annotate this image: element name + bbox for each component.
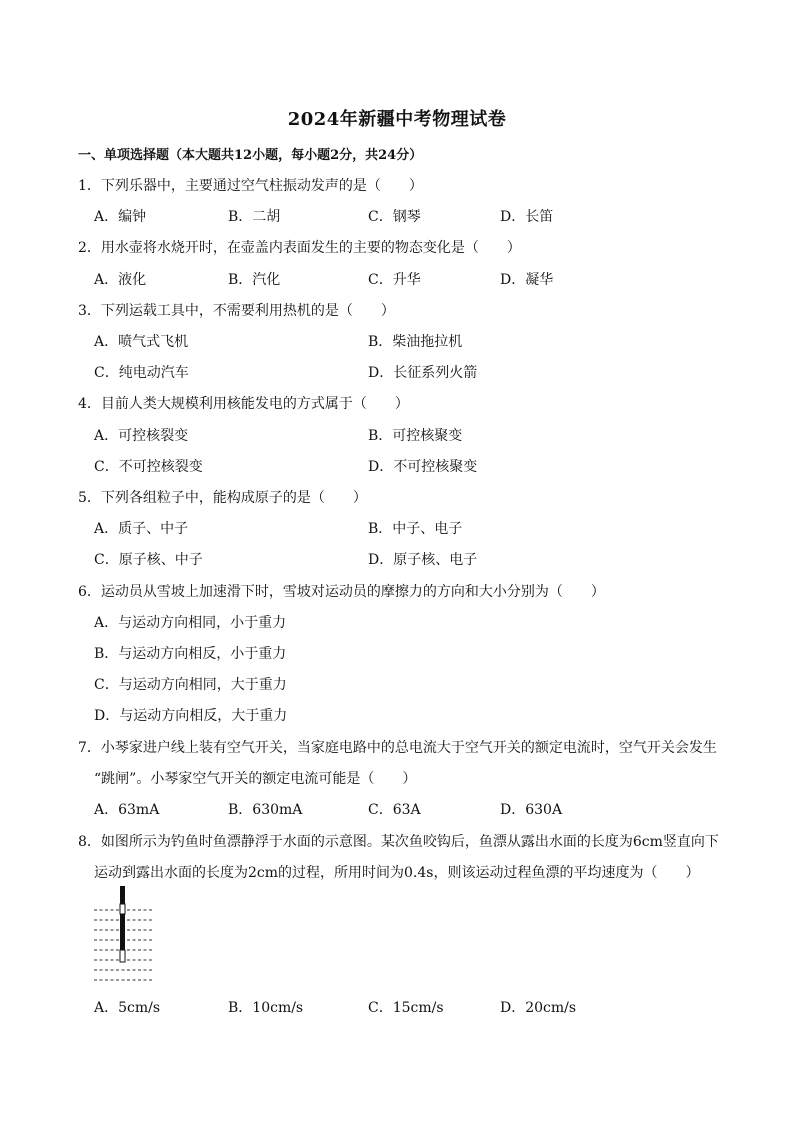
q5-option-d: D．原子核、电子 xyxy=(368,552,478,568)
question-6-stem: 6．运动员从雪坡上加速滑下时，雪坡对运动员的摩擦力的方向和大小分别为（ ） xyxy=(78,584,605,600)
q4-option-b: B．可控核聚变 xyxy=(368,428,463,444)
q2-option-d: D．凝华 xyxy=(500,272,554,288)
q4-option-a: A．可控核裂变 xyxy=(94,428,189,444)
q8-option-a: A．5cm/s xyxy=(94,1000,161,1016)
q1-option-a: A．编钟 xyxy=(94,209,147,225)
q4-option-c: C．不可控核裂变 xyxy=(94,459,203,475)
q2-option-b: B．汽化 xyxy=(228,272,281,288)
q7-option-b: B．630mA xyxy=(228,802,303,818)
q4-option-d: D．不可控核聚变 xyxy=(368,459,478,475)
q8-option-c: C．15cm/s xyxy=(368,1000,444,1016)
q1-option-b: B．二胡 xyxy=(228,209,281,225)
q5-option-b: B．中子、电子 xyxy=(368,521,463,537)
q6-option-b: B．与运动方向相反，小于重力 xyxy=(94,646,287,662)
exam-title: 2024年新疆中考物理试卷 xyxy=(287,109,507,130)
section-heading: 一、单项选择题（本大题共12小题，每小题2分，共24分） xyxy=(78,148,423,163)
q2-option-c: C．升华 xyxy=(368,272,421,288)
fishing-float-figure xyxy=(92,884,156,988)
question-8-stem-continued: 运动到露出水面的长度为2cm的过程，所用时间为0.4s，则该运动过程鱼漂的平均速度为（ ） xyxy=(94,865,700,881)
question-7-stem-continued: “跳闸”。小琴家空气开关的额定电流可能是（ ） xyxy=(94,771,417,787)
q1-option-c: C．钢琴 xyxy=(368,209,421,225)
q6-option-d: D．与运动方向相反，大于重力 xyxy=(94,708,288,724)
question-8-stem: 8．如图所示为钓鱼时鱼漂静浮于水面的示意图。某次鱼咬钩后，鱼漂从露出水面的长度为6cm竖直向下 xyxy=(78,834,719,850)
q5-option-c: C．原子核、中子 xyxy=(94,552,203,568)
q8-option-d: D．20cm/s xyxy=(500,1000,577,1016)
q3-option-a: A．喷气式飞机 xyxy=(94,334,189,350)
q1-option-d: D．长笛 xyxy=(500,209,554,225)
q8-option-b: B．10cm/s xyxy=(228,1000,304,1016)
q6-option-c: C．与运动方向相同，大于重力 xyxy=(94,677,287,693)
question-4-stem: 4．目前人类大规模利用核能发电的方式属于（ ） xyxy=(78,396,409,412)
q2-option-a: A．液化 xyxy=(94,272,147,288)
question-1-stem: 1．下列乐器中，主要通过空气柱振动发声的是（ ） xyxy=(78,178,423,194)
q5-option-a: A．质子、中子 xyxy=(94,521,189,537)
q7-option-d: D．630A xyxy=(500,802,563,818)
q3-option-c: C．纯电动汽车 xyxy=(94,365,189,381)
q3-option-d: D．长征系列火箭 xyxy=(368,365,478,381)
float xyxy=(120,886,125,962)
question-2-stem: 2．用水壶将水烧开时，在壶盖内表面发生的主要的物态变化是（ ） xyxy=(78,240,521,256)
q6-option-a: A．与运动方向相同，小于重力 xyxy=(94,615,287,631)
fishing-float-diagram xyxy=(92,884,156,988)
question-5-stem: 5．下列各组粒子中，能构成原子的是（ ） xyxy=(78,490,367,506)
q7-option-a: A．63mA xyxy=(94,802,160,818)
q7-option-c: C．63A xyxy=(368,802,421,818)
question-7-stem: 7．小琴家进户线上装有空气开关，当家庭电路中的总电流大于空气开关的额定电流时，空气开关会发生 xyxy=(78,740,717,756)
q3-option-b: B．柴油拖拉机 xyxy=(368,334,463,350)
question-3-stem: 3．下列运载工具中，不需要利用热机的是（ ） xyxy=(78,303,395,319)
